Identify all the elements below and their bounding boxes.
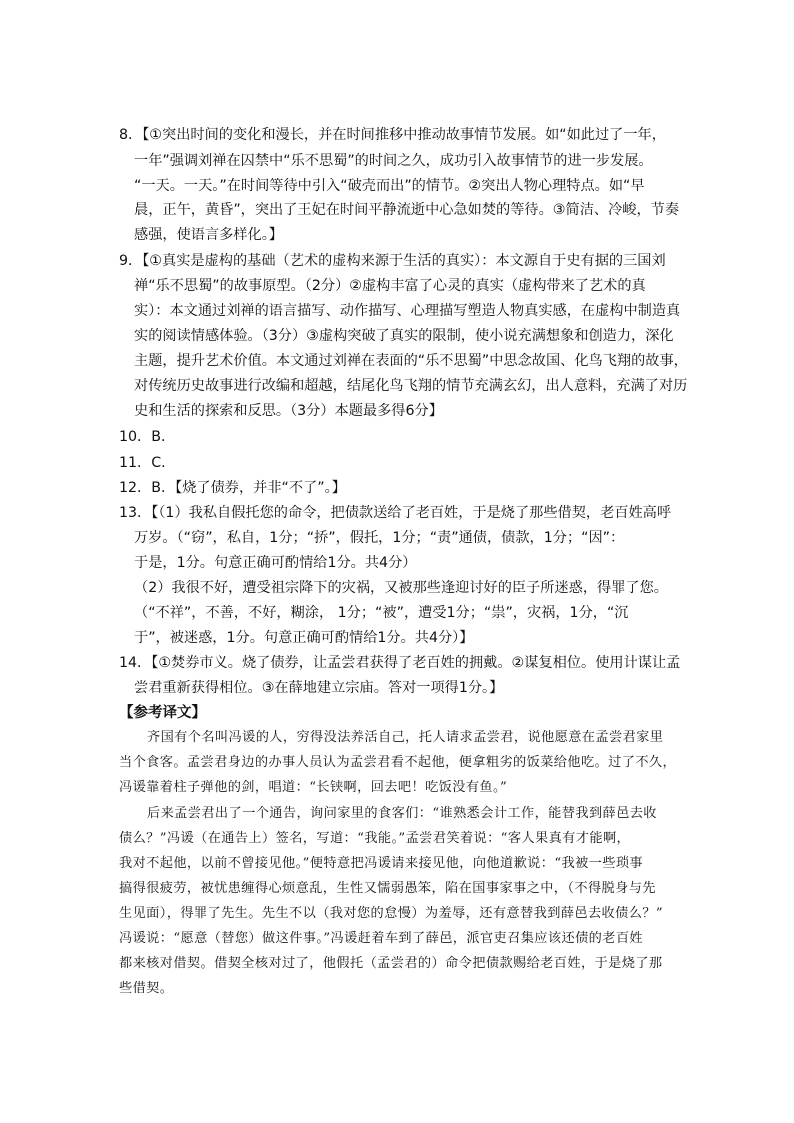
answer-13-line-6: 于”，被迷惑，1分。句意正确可酌情给1分。共4分）】	[134, 630, 474, 646]
translation-line-8: 生见面），得罪了先生。先生不以（我对您的怠慢）为羞辱，还有意替我到薛邑去收债么？”	[119, 906, 664, 921]
answer-9-line-5: 主题，提升艺术价值。本文通过刘禅在表面的“乐不思蜀”中思念故国、化鸟飞翔的故事，	[134, 353, 688, 369]
translation-heading: 【参考译文】	[119, 705, 206, 721]
translation-line-5: 债么？”冯谖（在通告上）签名，写道：“我能。”孟尝君笑着说：“客人果真有才能啊，	[119, 831, 631, 846]
answer-9-line-6: 对传统历史故事进行改编和超越，结尾化鸟飞翔的情节充满玄幻，出人意料，充满了对历	[134, 378, 688, 394]
answer-8-line-1: 8．【①突出时间的变化和漫长，并在时间推移中推动故事情节发展。如“如此过了一年，	[119, 127, 666, 143]
translation-line-9: 冯谖说：“愿意（替您）做这件事。”冯谖赶着车到了薛邑，派官吏召集应该还债的老百姓	[119, 931, 644, 946]
answer-8-line-5: 感强，使语言多样化。】	[134, 227, 283, 243]
answer-12: 12．B．【烧了债券，并非“不了”。】	[119, 480, 346, 496]
answer-13-line-3: 于是，1分。句意正确可酌情给1分。共4分）	[134, 555, 417, 571]
answer-9-line-4: 实的阅读情感体验。（3分）③虚构突破了真实的限制，使小说充满想象和创造力，深化	[134, 328, 674, 344]
answer-8-line-2: 一年”强调刘禅在囚禁中“乐不思蜀”的时间之久，成功引入故事情节的进一步发展。	[134, 153, 653, 169]
translation-line-3: 冯谖靠着柱子弹他的剑，唱道：“长铗啊，回去吧！吃饭没有鱼。”	[119, 780, 508, 795]
answer-9-line-3: 实）：本文通过刘禅的语言描写、动作描写、心理描写塑造人物真实感，在虚构中制造真	[134, 303, 681, 319]
answer-9-line-7: 史和生活的探索和反思。（3分）本题最多得6分】	[134, 403, 443, 419]
translation-line-11: 些借契。	[119, 981, 174, 996]
translation-line-4: 后来孟尝君出了一个通告，询问家里的食客们：“谁熟悉会计工作，能替我到薛邑去收	[147, 806, 657, 821]
answer-13-line-4: （2）我很不好，遭受祖宗降下的灾祸，又被那些逢迎讨好的臣子所迷惑，得罪了您。	[134, 580, 668, 596]
answer-11: 11．C．	[119, 455, 176, 471]
answer-10: 10．B．	[119, 429, 176, 445]
translation-line-2: 当个食客。孟尝君身边的办事人员认为孟尝君看不起他，便拿粗劣的饭菜给他吃。过了不久，	[119, 755, 677, 770]
answer-8-line-4: 晨，正午，黄昏”，突出了王妃在时间平静流逝中心急如焚的等待。③简洁、冷峻，节奏	[134, 202, 680, 218]
answer-14-line-1: 14．【①焚券市义。烧了债券，让孟尝君获得了老百姓的拥戴。②谋复相位。使用计谋让孟	[119, 655, 681, 671]
translation-line-6: 我对不起他，以前不曾接见他。”便特意把冯谖请来接见他，向他道歉说：“我被一些琐事	[119, 856, 644, 871]
answer-13-line-5: （“不祥”，不善，不好，糊涂， 1分；“被”，遭受1分；“祟”，灾祸，1分，“沉	[134, 605, 629, 621]
translation-line-7: 搞得很疲劳，被忧患缠得心烦意乱，生性又懦弱愚笨，陷在国事家事之中，（不得脱身与先	[119, 881, 656, 896]
answer-9-line-2: 禅“乐不思蜀”的故事原型。（2分）②虚构丰富了心灵的真实（虚构带来了艺术的真	[134, 278, 646, 294]
translation-line-10: 都来核对借契。借契全核对过了，他假托（孟尝君的）命令把债款赐给老百姓，于是烧了那	[119, 956, 663, 971]
answer-8-line-3: “一天。一天。”在时间等待中引入“破壳而出”的情节。②突出人物心理特点。如“早	[134, 178, 645, 194]
answer-14-line-2: 尝君重新获得相位。③在薛地建立宗庙。答对一项得1分。】	[134, 680, 504, 696]
answer-13-line-2: 万岁。（“窃”，私自，1分；“挢”，假托，1分；“责”通债，债款，1分；“因”：	[134, 530, 625, 546]
translation-line-1: 齐国有个名叫冯谖的人，穷得没法养活自己，托人请求孟尝君，说他愿意在孟尝君家里	[147, 730, 664, 745]
answer-9-line-1: 9．【①真实是虚构的基础（艺术的虚构来源于生活的真实）：本文源自于史有据的三国刘	[119, 253, 666, 269]
answer-13-line-1: 13．【（1）我私自假托您的命令，把债款送给了老百姓，于是烧了那些借契，老百姓高呼	[119, 505, 672, 521]
